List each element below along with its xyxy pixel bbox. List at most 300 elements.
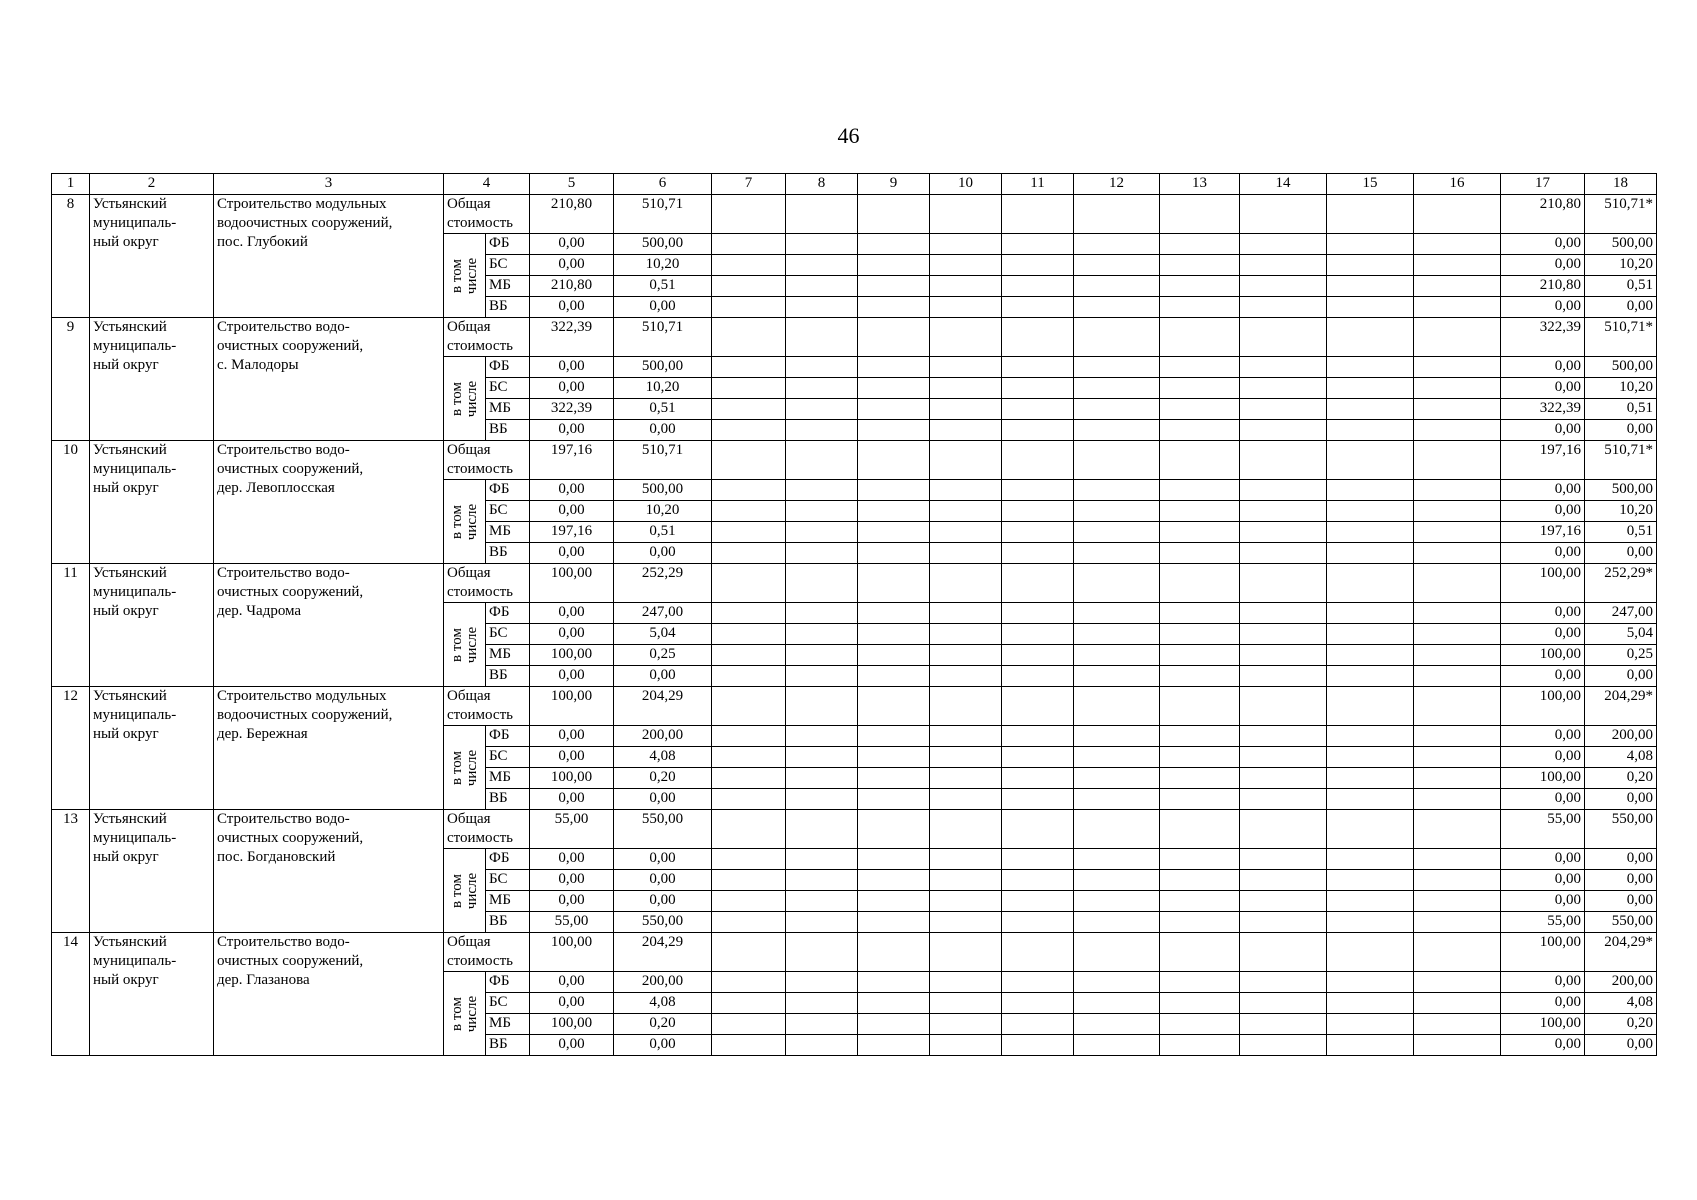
empty-cell (1240, 441, 1327, 480)
empty-cell (930, 1035, 1002, 1056)
empty-cell (1414, 1014, 1501, 1035)
empty-cell (1160, 912, 1240, 933)
empty-cell (1327, 297, 1414, 318)
sub-col18: 0,00 (1585, 420, 1657, 441)
object-cell-line: очистных сооружений, (217, 830, 364, 846)
sub-col6: 10,20 (614, 378, 712, 399)
total-col6: 204,29 (614, 687, 712, 726)
total-label (444, 687, 530, 726)
sub-col18: 10,20 (1585, 255, 1657, 276)
empty-cell (712, 933, 786, 972)
empty-cell (858, 666, 930, 687)
total-label-line: Общая (447, 319, 491, 335)
empty-cell (1240, 195, 1327, 234)
in-that-text-line: в том (448, 996, 465, 1031)
empty-cell (1074, 255, 1160, 276)
empty-cell (930, 297, 1002, 318)
empty-cell (1160, 564, 1240, 603)
empty-cell (712, 234, 786, 255)
district-cell-line: ный округ (93, 726, 159, 742)
in-that-text (450, 626, 480, 662)
empty-cell (1327, 645, 1414, 666)
empty-cell (858, 357, 930, 378)
empty-cell (930, 357, 1002, 378)
empty-cell (858, 297, 930, 318)
object-cell (214, 933, 444, 1056)
empty-cell (712, 891, 786, 912)
empty-cell (712, 726, 786, 747)
budget-source-label: МБ (486, 891, 530, 912)
empty-cell (786, 603, 858, 624)
empty-cell (1160, 624, 1240, 645)
total-col18: 510,71* (1585, 441, 1657, 480)
empty-cell (1414, 891, 1501, 912)
empty-cell (930, 420, 1002, 441)
empty-cell (1414, 480, 1501, 501)
empty-cell (1074, 522, 1160, 543)
sub-col5: 0,00 (530, 603, 614, 624)
sub-col18: 0,00 (1585, 1035, 1657, 1056)
sub-col17: 0,00 (1501, 234, 1585, 255)
budget-table (51, 173, 1657, 1056)
empty-cell (1414, 810, 1501, 849)
empty-cell (1160, 501, 1240, 522)
empty-cell (786, 501, 858, 522)
empty-cell (1327, 624, 1414, 645)
district-cell-line: муниципаль- (93, 215, 177, 231)
header-cell: 4 (444, 174, 530, 195)
empty-cell (1002, 318, 1074, 357)
object-cell (214, 195, 444, 318)
sub-col6: 0,25 (614, 645, 712, 666)
empty-cell (786, 399, 858, 420)
empty-cell (786, 624, 858, 645)
district-cell (90, 933, 214, 1056)
in-that-text-line: в том (448, 381, 465, 416)
empty-cell (1414, 624, 1501, 645)
header-cell: 5 (530, 174, 614, 195)
header-cell: 13 (1160, 174, 1240, 195)
sub-col6: 500,00 (614, 357, 712, 378)
budget-source-label: ФБ (486, 726, 530, 747)
sub-col5: 0,00 (530, 972, 614, 993)
empty-cell (858, 255, 930, 276)
empty-cell (930, 666, 1002, 687)
total-col5: 100,00 (530, 933, 614, 972)
empty-cell (1002, 687, 1074, 726)
empty-cell (1160, 726, 1240, 747)
empty-cell (1160, 195, 1240, 234)
empty-cell (1327, 234, 1414, 255)
empty-cell (712, 849, 786, 870)
sub-col6: 0,00 (614, 891, 712, 912)
empty-cell (1074, 789, 1160, 810)
total-col5: 100,00 (530, 564, 614, 603)
district-cell-line: Устьянский (93, 934, 167, 950)
object-cell (214, 318, 444, 441)
empty-cell (1327, 399, 1414, 420)
empty-cell (786, 789, 858, 810)
object-cell-line: Строительство водо- (217, 319, 350, 335)
budget-source-label: БС (486, 255, 530, 276)
budget-source-label: ВБ (486, 912, 530, 933)
header-row (52, 174, 1657, 195)
empty-cell (786, 318, 858, 357)
sub-col17: 210,80 (1501, 276, 1585, 297)
empty-cell (930, 522, 1002, 543)
empty-cell (1414, 522, 1501, 543)
empty-cell (1327, 603, 1414, 624)
budget-source-label: ВБ (486, 666, 530, 687)
sub-col18: 0,00 (1585, 891, 1657, 912)
empty-cell (930, 441, 1002, 480)
empty-cell (930, 933, 1002, 972)
sub-col5: 197,16 (530, 522, 614, 543)
sub-col17: 0,00 (1501, 501, 1585, 522)
total-label-line: стоимость (447, 338, 513, 354)
empty-cell (1414, 318, 1501, 357)
empty-cell (858, 870, 930, 891)
total-label-line: Общая (447, 442, 491, 458)
empty-cell (858, 420, 930, 441)
empty-cell (1074, 420, 1160, 441)
empty-cell (858, 993, 930, 1014)
empty-cell (786, 768, 858, 789)
empty-cell (1002, 420, 1074, 441)
empty-cell (1002, 441, 1074, 480)
sub-col5: 0,00 (530, 891, 614, 912)
empty-cell (1160, 789, 1240, 810)
empty-cell (1327, 441, 1414, 480)
total-label-line: Общая (447, 565, 491, 581)
empty-cell (1240, 378, 1327, 399)
empty-cell (930, 687, 1002, 726)
sub-col6: 0,00 (614, 543, 712, 564)
budget-source-label: ФБ (486, 234, 530, 255)
total-col5: 210,80 (530, 195, 614, 234)
sub-col6: 4,08 (614, 993, 712, 1014)
sub-col18: 500,00 (1585, 480, 1657, 501)
empty-cell (1240, 357, 1327, 378)
row-number: 10 (52, 441, 90, 564)
empty-cell (930, 234, 1002, 255)
sub-col18: 200,00 (1585, 726, 1657, 747)
in-that-text-line: в том (448, 627, 465, 662)
empty-cell (1074, 870, 1160, 891)
budget-source-label: БС (486, 501, 530, 522)
sub-col17: 0,00 (1501, 624, 1585, 645)
budget-source-label: МБ (486, 1014, 530, 1035)
empty-cell (1327, 891, 1414, 912)
empty-cell (1240, 810, 1327, 849)
empty-cell (712, 195, 786, 234)
sub-col6: 200,00 (614, 972, 712, 993)
sub-col5: 0,00 (530, 378, 614, 399)
empty-cell (930, 726, 1002, 747)
total-label-line: стоимость (447, 584, 513, 600)
empty-cell (1160, 870, 1240, 891)
district-cell (90, 318, 214, 441)
empty-cell (1160, 849, 1240, 870)
in-that-text (450, 872, 480, 908)
in-that-text-line: числе (463, 626, 480, 663)
empty-cell (1074, 276, 1160, 297)
object-cell-line: дер. Чадрома (217, 603, 302, 619)
empty-cell (858, 768, 930, 789)
empty-cell (1002, 378, 1074, 399)
sub-col17: 0,00 (1501, 993, 1585, 1014)
empty-cell (930, 972, 1002, 993)
empty-cell (930, 399, 1002, 420)
empty-cell (1414, 420, 1501, 441)
district-cell-line: ный округ (93, 849, 159, 865)
sub-col6: 500,00 (614, 234, 712, 255)
sub-col6: 200,00 (614, 726, 712, 747)
empty-cell (712, 624, 786, 645)
empty-cell (786, 912, 858, 933)
empty-cell (786, 378, 858, 399)
total-col17: 100,00 (1501, 687, 1585, 726)
empty-cell (1414, 1035, 1501, 1056)
sub-col17: 100,00 (1501, 768, 1585, 789)
sub-col5: 0,00 (530, 624, 614, 645)
sub-col5: 0,00 (530, 870, 614, 891)
empty-cell (1160, 420, 1240, 441)
empty-cell (786, 645, 858, 666)
budget-source-label: БС (486, 870, 530, 891)
sub-col17: 0,00 (1501, 357, 1585, 378)
empty-cell (712, 357, 786, 378)
empty-cell (1002, 933, 1074, 972)
empty-cell (1160, 603, 1240, 624)
empty-cell (858, 195, 930, 234)
empty-cell (858, 543, 930, 564)
in-that-text (450, 995, 480, 1031)
empty-cell (1414, 603, 1501, 624)
district-cell (90, 441, 214, 564)
header-cell: 18 (1585, 174, 1657, 195)
object-cell (214, 564, 444, 687)
budget-source-label: БС (486, 993, 530, 1014)
empty-cell (1240, 522, 1327, 543)
empty-cell (1074, 726, 1160, 747)
object-cell-line: водоочистных сооружений, (217, 215, 393, 231)
in-that-text (450, 257, 480, 293)
empty-cell (858, 912, 930, 933)
empty-cell (858, 603, 930, 624)
budget-source-label: ФБ (486, 972, 530, 993)
empty-cell (786, 849, 858, 870)
sub-col18: 0,20 (1585, 1014, 1657, 1035)
empty-cell (858, 318, 930, 357)
empty-cell (1414, 912, 1501, 933)
sub-col6: 0,00 (614, 1035, 712, 1056)
district-cell-line: ный округ (93, 234, 159, 250)
budget-source-label: ФБ (486, 357, 530, 378)
in-that-label (444, 849, 486, 933)
empty-cell (1074, 1035, 1160, 1056)
empty-cell (858, 726, 930, 747)
empty-cell (858, 747, 930, 768)
budget-source-label: БС (486, 378, 530, 399)
empty-cell (1160, 645, 1240, 666)
sub-col18: 5,04 (1585, 624, 1657, 645)
empty-cell (786, 564, 858, 603)
empty-cell (930, 603, 1002, 624)
empty-cell (1074, 810, 1160, 849)
empty-cell (858, 645, 930, 666)
budget-source-label: МБ (486, 768, 530, 789)
empty-cell (1414, 234, 1501, 255)
empty-cell (1327, 747, 1414, 768)
sub-col5: 100,00 (530, 645, 614, 666)
sub-col6: 0,00 (614, 789, 712, 810)
empty-cell (1414, 849, 1501, 870)
empty-cell (930, 768, 1002, 789)
empty-cell (1327, 789, 1414, 810)
in-that-text-line: числе (463, 872, 480, 909)
empty-cell (786, 543, 858, 564)
district-cell-line: ный округ (93, 972, 159, 988)
empty-cell (786, 870, 858, 891)
empty-cell (858, 501, 930, 522)
in-that-text-line: в том (448, 750, 465, 785)
empty-cell (1240, 543, 1327, 564)
empty-cell (1240, 870, 1327, 891)
empty-cell (786, 234, 858, 255)
table-body (52, 174, 1657, 1056)
empty-cell (858, 933, 930, 972)
empty-cell (1074, 768, 1160, 789)
row-number: 8 (52, 195, 90, 318)
empty-cell (786, 276, 858, 297)
sub-col6: 0,00 (614, 870, 712, 891)
empty-cell (1160, 378, 1240, 399)
empty-cell (786, 195, 858, 234)
empty-cell (1002, 747, 1074, 768)
total-label-line: стоимость (447, 953, 513, 969)
object-cell-line: очистных сооружений, (217, 584, 364, 600)
empty-cell (858, 441, 930, 480)
district-cell-line: ный округ (93, 357, 159, 373)
object-cell-line: Строительство водо- (217, 565, 350, 581)
empty-cell (1002, 1014, 1074, 1035)
empty-cell (1240, 234, 1327, 255)
empty-cell (1074, 687, 1160, 726)
sub-col18: 500,00 (1585, 234, 1657, 255)
empty-cell (786, 420, 858, 441)
empty-cell (1327, 666, 1414, 687)
empty-cell (1414, 399, 1501, 420)
empty-cell (786, 255, 858, 276)
empty-cell (1002, 255, 1074, 276)
empty-cell (1002, 789, 1074, 810)
empty-cell (1160, 543, 1240, 564)
sub-col18: 0,51 (1585, 276, 1657, 297)
sub-col18: 4,08 (1585, 993, 1657, 1014)
sub-col5: 0,00 (530, 480, 614, 501)
total-col17: 55,00 (1501, 810, 1585, 849)
empty-cell (1074, 480, 1160, 501)
sub-col5: 0,00 (530, 726, 614, 747)
empty-cell (1160, 687, 1240, 726)
empty-cell (712, 420, 786, 441)
empty-cell (712, 687, 786, 726)
empty-cell (1160, 234, 1240, 255)
empty-cell (1074, 624, 1160, 645)
in-that-text (450, 380, 480, 416)
district-cell-line: Устьянский (93, 442, 167, 458)
empty-cell (1240, 276, 1327, 297)
empty-cell (1414, 441, 1501, 480)
empty-cell (712, 1014, 786, 1035)
in-that-label (444, 972, 486, 1056)
empty-cell (1002, 480, 1074, 501)
empty-cell (1240, 624, 1327, 645)
empty-cell (712, 810, 786, 849)
total-label-line: Общая (447, 196, 491, 212)
object-cell-line: пос. Богдановский (217, 849, 336, 865)
total-label-line: Общая (447, 688, 491, 704)
district-cell-line: муниципаль- (93, 584, 177, 600)
empty-cell (1240, 1014, 1327, 1035)
budget-source-label: ФБ (486, 480, 530, 501)
sub-col5: 210,80 (530, 276, 614, 297)
empty-cell (1074, 972, 1160, 993)
total-col5: 55,00 (530, 810, 614, 849)
empty-cell (1002, 972, 1074, 993)
sub-col5: 0,00 (530, 234, 614, 255)
object-cell-line: Строительство модульных (217, 196, 387, 212)
sub-col5: 0,00 (530, 420, 614, 441)
empty-cell (1240, 972, 1327, 993)
empty-cell (1240, 297, 1327, 318)
in-that-text-line: числе (463, 257, 480, 294)
empty-cell (712, 441, 786, 480)
in-that-text-line: числе (463, 995, 480, 1032)
sub-col17: 0,00 (1501, 255, 1585, 276)
empty-cell (786, 480, 858, 501)
sub-col5: 0,00 (530, 255, 614, 276)
empty-cell (1327, 933, 1414, 972)
header-cell: 10 (930, 174, 1002, 195)
sub-col6: 0,00 (614, 849, 712, 870)
empty-cell (1002, 234, 1074, 255)
empty-cell (1074, 645, 1160, 666)
sub-col17: 197,16 (1501, 522, 1585, 543)
empty-cell (1074, 666, 1160, 687)
total-col6: 550,00 (614, 810, 712, 849)
empty-cell (858, 789, 930, 810)
sub-col18: 0,00 (1585, 543, 1657, 564)
empty-cell (1074, 378, 1160, 399)
in-that-text-line: в том (448, 873, 465, 908)
empty-cell (712, 747, 786, 768)
empty-cell (1160, 1014, 1240, 1035)
object-cell (214, 441, 444, 564)
total-col18: 550,00 (1585, 810, 1657, 849)
empty-cell (1327, 810, 1414, 849)
empty-cell (930, 564, 1002, 603)
empty-cell (858, 624, 930, 645)
total-col18: 204,29* (1585, 933, 1657, 972)
object-cell-line: Строительство водо- (217, 811, 350, 827)
empty-cell (1240, 420, 1327, 441)
sub-col5: 0,00 (530, 1035, 614, 1056)
empty-cell (712, 870, 786, 891)
empty-cell (1160, 972, 1240, 993)
district-cell (90, 810, 214, 933)
